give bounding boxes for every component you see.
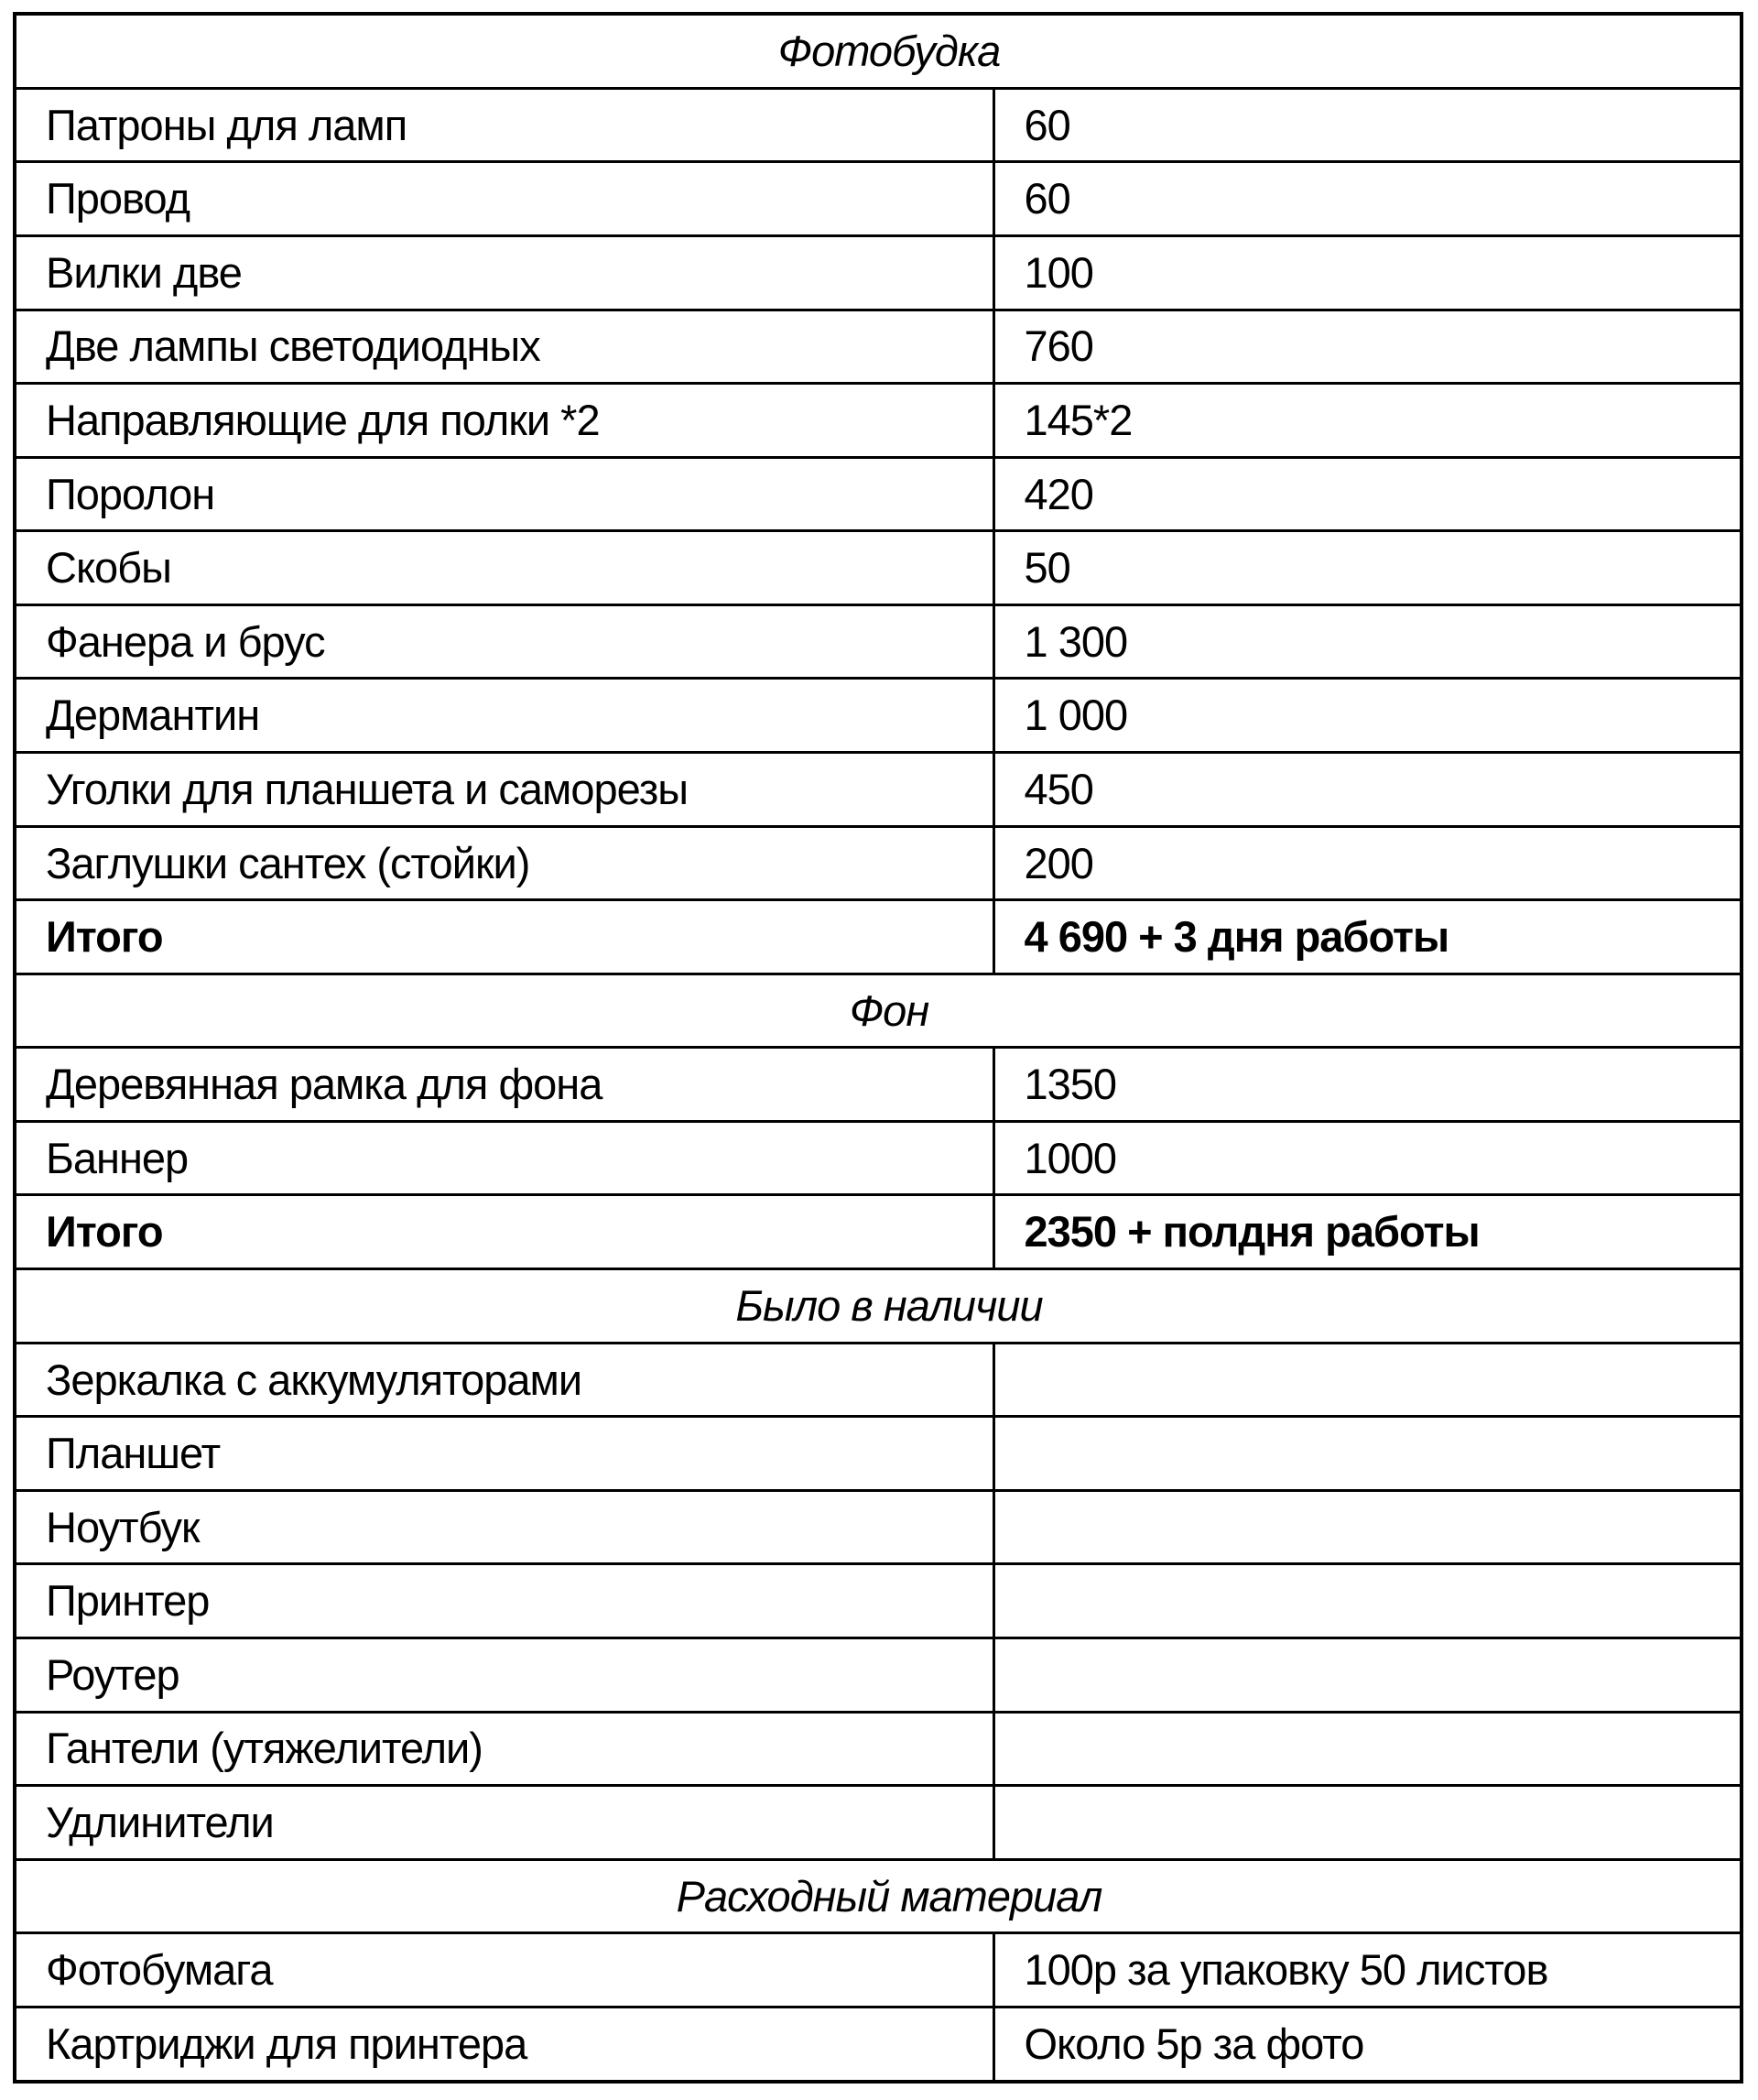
table-row: [15, 384, 1742, 458]
item-label-cell: Картриджи для принтера: [15, 2007, 993, 2082]
item-label-cell: Направляющие для полки *2: [15, 384, 993, 458]
item-label-cell: Ноутбук: [15, 1490, 993, 1564]
item-value-cell: 100р за упаковку 50 листов: [993, 1933, 1742, 2008]
item-value-cell: 100: [993, 235, 1742, 310]
item-label-cell: Роутер: [15, 1638, 993, 1712]
section-title: Было в наличии: [15, 1269, 1742, 1344]
item-value-cell: 420: [993, 457, 1742, 531]
table-row: [15, 1933, 1742, 2008]
item-label-cell: Заглушки сантех (стойки): [15, 826, 993, 900]
item-value-cell: 1 300: [993, 604, 1742, 679]
table-row: [15, 1564, 1742, 1638]
item-value-cell: 760: [993, 310, 1742, 384]
section-header-row: [15, 1269, 1742, 1344]
item-value-cell: [993, 1417, 1742, 1491]
item-label-cell: Итого: [15, 1195, 993, 1269]
table-row: [15, 1712, 1742, 1786]
table-row: [15, 1490, 1742, 1564]
expenses-table: [13, 12, 1743, 2084]
item-label-cell: Дермантин: [15, 679, 993, 753]
item-label-cell: Патроны для ламп: [15, 88, 993, 162]
table-row: [15, 1195, 1742, 1269]
item-value-cell: [993, 1564, 1742, 1638]
table-row: [15, 679, 1742, 753]
table-row: [15, 1121, 1742, 1195]
table-row: [15, 2007, 1742, 2082]
item-label-cell: Вилки две: [15, 235, 993, 310]
item-value-cell: [993, 1786, 1742, 1860]
item-label-cell: Удлинители: [15, 1786, 993, 1860]
section-header-row: [15, 974, 1742, 1048]
item-label-cell: Итого: [15, 900, 993, 974]
item-label-cell: Деревянная рамка для фона: [15, 1048, 993, 1122]
item-value-cell: 60: [993, 88, 1742, 162]
item-value-cell: 1 000: [993, 679, 1742, 753]
item-value-cell: 200: [993, 826, 1742, 900]
item-value-cell: 145*2: [993, 384, 1742, 458]
item-value-cell: 4 690 + 3 дня работы: [993, 900, 1742, 974]
section-title: Фон: [15, 974, 1742, 1048]
table-row: [15, 826, 1742, 900]
table-row: [15, 1343, 1742, 1417]
item-value-cell: 450: [993, 753, 1742, 827]
section-header-row: [15, 14, 1742, 88]
table-row: [15, 235, 1742, 310]
table-row: [15, 310, 1742, 384]
section-title: Фотобудка: [15, 14, 1742, 88]
table-row: [15, 88, 1742, 162]
item-label-cell: Зеркалка с аккумуляторами: [15, 1343, 993, 1417]
item-label-cell: Фотобумага: [15, 1933, 993, 2008]
item-value-cell: 1000: [993, 1121, 1742, 1195]
item-value-cell: 50: [993, 531, 1742, 605]
table-row: [15, 1048, 1742, 1122]
item-value-cell: 60: [993, 162, 1742, 236]
item-label-cell: Планшет: [15, 1417, 993, 1491]
item-label-cell: Баннер: [15, 1121, 993, 1195]
item-label-cell: Две лампы светодиодных: [15, 310, 993, 384]
item-label-cell: Фанера и брус: [15, 604, 993, 679]
table-row: [15, 900, 1742, 974]
table-row: [15, 531, 1742, 605]
item-label-cell: Уголки для планшета и саморезы: [15, 753, 993, 827]
item-value-cell: [993, 1638, 1742, 1712]
item-label-cell: Принтер: [15, 1564, 993, 1638]
table-row: [15, 1417, 1742, 1491]
item-label-cell: Скобы: [15, 531, 993, 605]
item-value-cell: Около 5р за фото: [993, 2007, 1742, 2082]
section-title: Расходный материал: [15, 1859, 1742, 1933]
item-value-cell: [993, 1712, 1742, 1786]
item-label-cell: Поролон: [15, 457, 993, 531]
item-value-cell: [993, 1343, 1742, 1417]
item-label-cell: Гантели (утяжелители): [15, 1712, 993, 1786]
table-row: [15, 162, 1742, 236]
table-row: [15, 457, 1742, 531]
expenses-table-body: [15, 14, 1742, 2082]
item-label-cell: Провод: [15, 162, 993, 236]
table-row: [15, 604, 1742, 679]
item-value-cell: [993, 1490, 1742, 1564]
item-value-cell: 1350: [993, 1048, 1742, 1122]
section-header-row: [15, 1859, 1742, 1933]
table-row: [15, 753, 1742, 827]
table-row: [15, 1638, 1742, 1712]
item-value-cell: 2350 + полдня работы: [993, 1195, 1742, 1269]
table-row: [15, 1786, 1742, 1860]
